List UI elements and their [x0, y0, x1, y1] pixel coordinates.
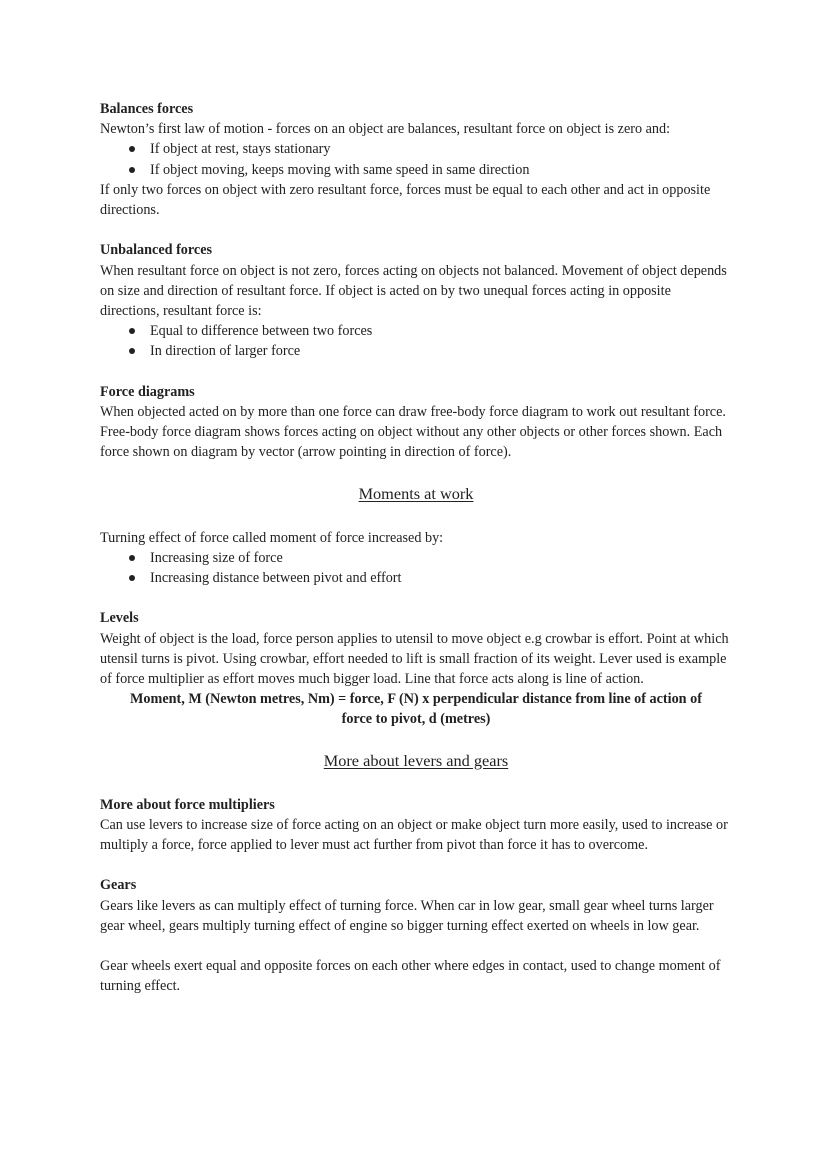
force-multipliers-text: Can use levers to increase size of force acting on an object or make object turn more easily, used to increase or multiply a force, force applied to lever must act further from pivot than force it has to overcome.	[100, 816, 728, 854]
heading-unbalanced-forces: Unbalanced forces	[100, 242, 213, 259]
heading-force-diagrams: Force diagrams	[100, 383, 195, 400]
moment-formula-line-2: force to pivot, d (metres)	[341, 711, 491, 728]
balanced-outro: If only two forces on object with zero resultant force, forces must be equal to each other and act in opposite directions.	[100, 181, 711, 219]
unbalanced-bullet-list	[100, 321, 732, 361]
heading-gears: Gears	[100, 877, 137, 894]
force-diagrams-text: When objected acted on by more than one force can draw free-body force diagram to work out resultant force. Free-body force diagram shows forces acting on object without any other objects or other forces shown. Each force shown on diagram by vector (arrow pointing in direction of force).	[100, 404, 726, 461]
title-levers-and-gears: More about levers and gears	[323, 750, 509, 770]
unbalanced-intro: When resultant force on object is not zero, forces acting on objects not balanced. Movement of object depends on size and direction of resultant force. If object is acted on by two unequal forces acting in opposite directions, resultant force is:	[100, 262, 727, 320]
balanced-bullet-list	[100, 139, 732, 179]
list-item: If object at rest, stays stationary	[100, 139, 732, 159]
heading-balanced-forces: Balances forces	[100, 101, 194, 117]
moments-bullet-list	[100, 548, 732, 588]
moments-intro: Turning effect of force called moment of force increased by:	[100, 529, 444, 546]
gears-text-1: Gears like levers as can multiply effect of turning force. When car in low gear, small gear wheel turns larger gear wheel, gears multiply turning effect of engine so bigger turning effect exerted on wheels in low gear.	[100, 897, 714, 934]
moment-formula-line-1: Moment, M (Newton metres, Nm) = force, F (N) x perpendicular distance from line of action of	[130, 691, 702, 708]
list-item: Equal to difference between two forces	[100, 321, 732, 341]
list-item: In direction of larger force	[100, 341, 732, 361]
heading-force-multipliers: More about force multipliers	[100, 796, 275, 813]
balanced-intro: Newton’s first law of motion - forces on an object are balances, resultant force on object is zero and:	[100, 121, 671, 138]
list-item: Increasing distance between pivot and effort	[100, 568, 732, 588]
gears-text-2: Gear wheels exert equal and opposite forces on each other where edges in contact, used to change moment of turning effect.	[100, 958, 721, 995]
title-moments-at-work: Moments at work	[358, 483, 474, 503]
list-item: If object moving, keeps moving with same speed in same direction	[100, 160, 732, 180]
levels-text: Weight of object is the load, force person applies to utensil to move object e.g crowbar is effort. Point at which utensil turns is pivot. Using crowbar, effort needed to lift is small fraction of its weight. Lever used is example of force multiplier as effort moves much bigger load. Line that force acts along is line of action.	[100, 630, 729, 688]
list-item: Increasing size of force	[100, 548, 732, 568]
heading-levels: Levels	[100, 610, 139, 627]
document-page	[100, 99, 732, 997]
